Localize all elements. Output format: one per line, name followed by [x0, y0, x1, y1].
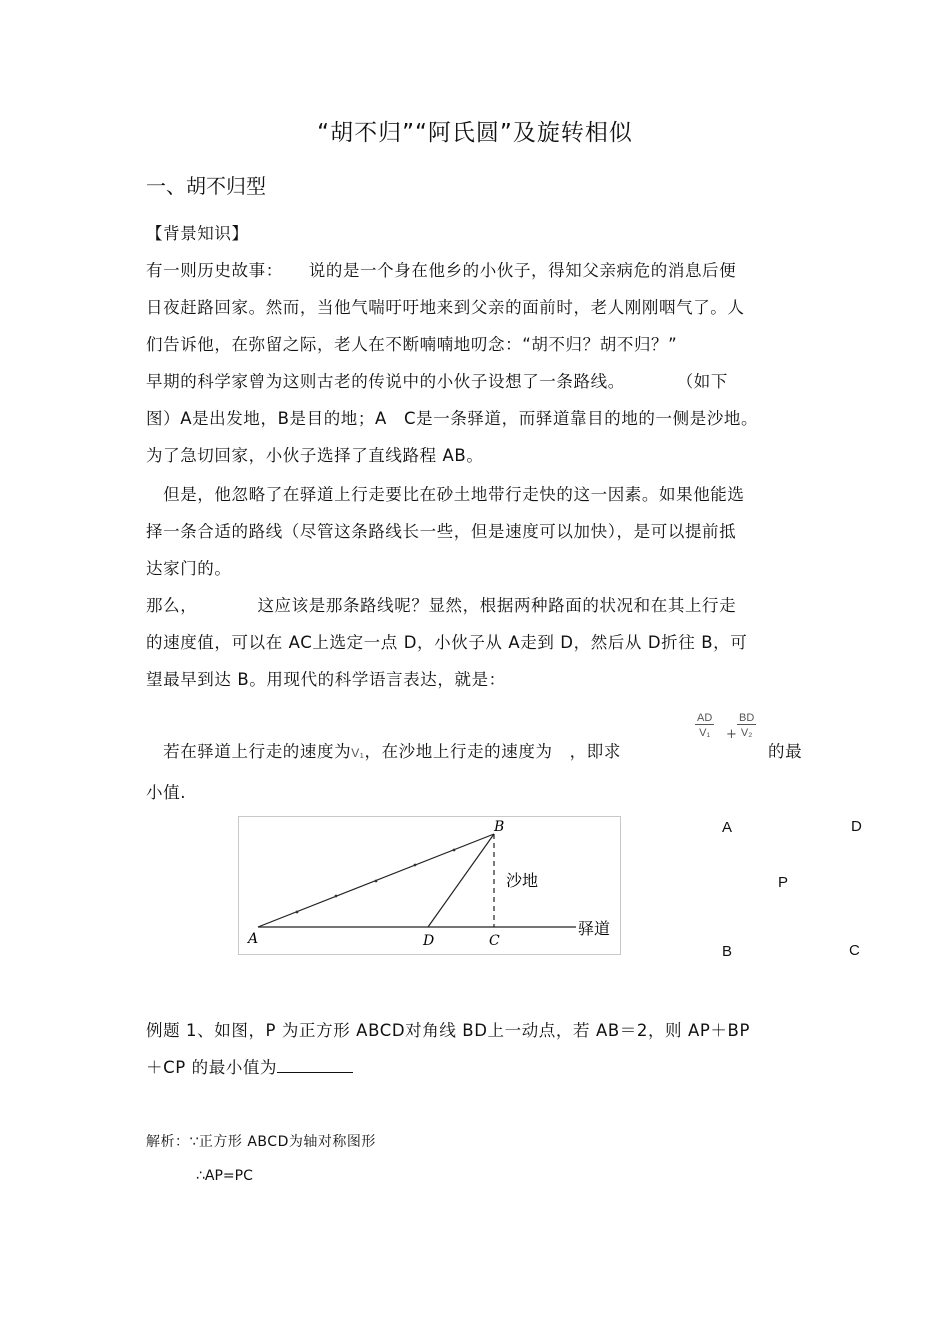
point-c-label: C: [489, 933, 500, 949]
story-line: 达家门的。: [146, 559, 232, 578]
point-d-label: D: [423, 933, 435, 949]
story-line: 有一则历史故事： 说的是一个身在他乡的小伙子，得知父亲病危的消息后便: [146, 261, 737, 280]
speed-text-mid: ，在沙地上行走的速度为 ，即求: [364, 742, 621, 761]
fraction-numerator: BD: [739, 712, 755, 724]
v1-symbol: V₁: [351, 746, 365, 760]
story-line: 那么， 这应该是那条路线呢？显然，根据两种路面的状况和在其上行走: [146, 596, 737, 615]
example1-line1: 例题 1、如图，P 为正方形 ABCD对角线 BD上一动点，若 AB＝2，则 AP＋BP: [146, 1021, 750, 1040]
fraction-bd-v2: [737, 712, 756, 739]
point-a-label: A: [248, 931, 259, 947]
sand-label: 沙地: [506, 871, 539, 890]
square-vertex-b: B: [722, 943, 733, 960]
background-heading: 【背景知识】: [146, 224, 249, 243]
plus-sign: +: [726, 727, 737, 742]
square-point-p: P: [778, 874, 789, 891]
story-line: 但是，他忽略了在驿道上行走要比在砂土地带行走快的这一因素。如果他能选: [146, 485, 745, 504]
story-line: 的速度值，可以在 AC上选定一点 D，小伙子从 A走到 D，然后从 D折往 B，可: [146, 633, 748, 652]
page-title: “胡不归”“阿氏圆”及旋转相似: [317, 120, 633, 146]
speed-sentence: [146, 738, 621, 762]
road-label: 驿道: [578, 919, 611, 938]
story-line: 望最早到达 B。用现代的科学语言表达，就是：: [146, 670, 506, 689]
story-line: 日夜赶路回家。然而，当他气喘吁吁地来到父亲的面前时，老人刚刚咽气了。人: [146, 298, 745, 317]
section-heading: 一、胡不归型: [146, 174, 266, 198]
solution-line2: ∴AP=PC: [196, 1168, 253, 1184]
speed-sentence-end: 小值.: [146, 783, 187, 802]
square-vertex-d: D: [851, 818, 862, 835]
example1-text: ＋CP 的最小值为: [146, 1058, 278, 1077]
point-b-label: B: [494, 819, 505, 835]
story-line: 早期的科学家曾为这则古老的传说中的小伙子设想了一条路线。 （如下: [146, 372, 728, 391]
story-line: 择一条合适的路线（尽管这条路线长一些，但是速度可以加快），是可以提前抵: [146, 522, 737, 541]
fraction-ad-v1: [695, 712, 714, 739]
fraction-denominator: V₂: [740, 727, 753, 739]
solution-line1: 解析：∵正方形 ABCD为轴对称图形: [146, 1134, 376, 1150]
example1-line2: [146, 1054, 353, 1078]
speed-text-pre: 若在驿道上行走的速度为: [146, 742, 352, 761]
answer-blank: [277, 1056, 353, 1073]
speed-text-post: 的最: [768, 742, 803, 761]
story-line: 们告诉他，在弥留之际，老人在不断喃喃地叨念：“胡不归？胡不归？”: [146, 335, 678, 354]
fraction-denominator: V₁: [699, 727, 711, 739]
path-diagram: [238, 816, 622, 956]
square-vertex-c: C: [849, 942, 860, 959]
square-vertex-a: A: [722, 819, 733, 836]
story-line: 为了急切回家，小伙子选择了直线路程 AB。: [146, 446, 484, 465]
story-line: 图）A是出发地，B是目的地；A C是一条驿道，而驿道靠目的地的一侧是沙地。: [146, 409, 759, 428]
fraction-numerator: AD: [697, 712, 713, 724]
